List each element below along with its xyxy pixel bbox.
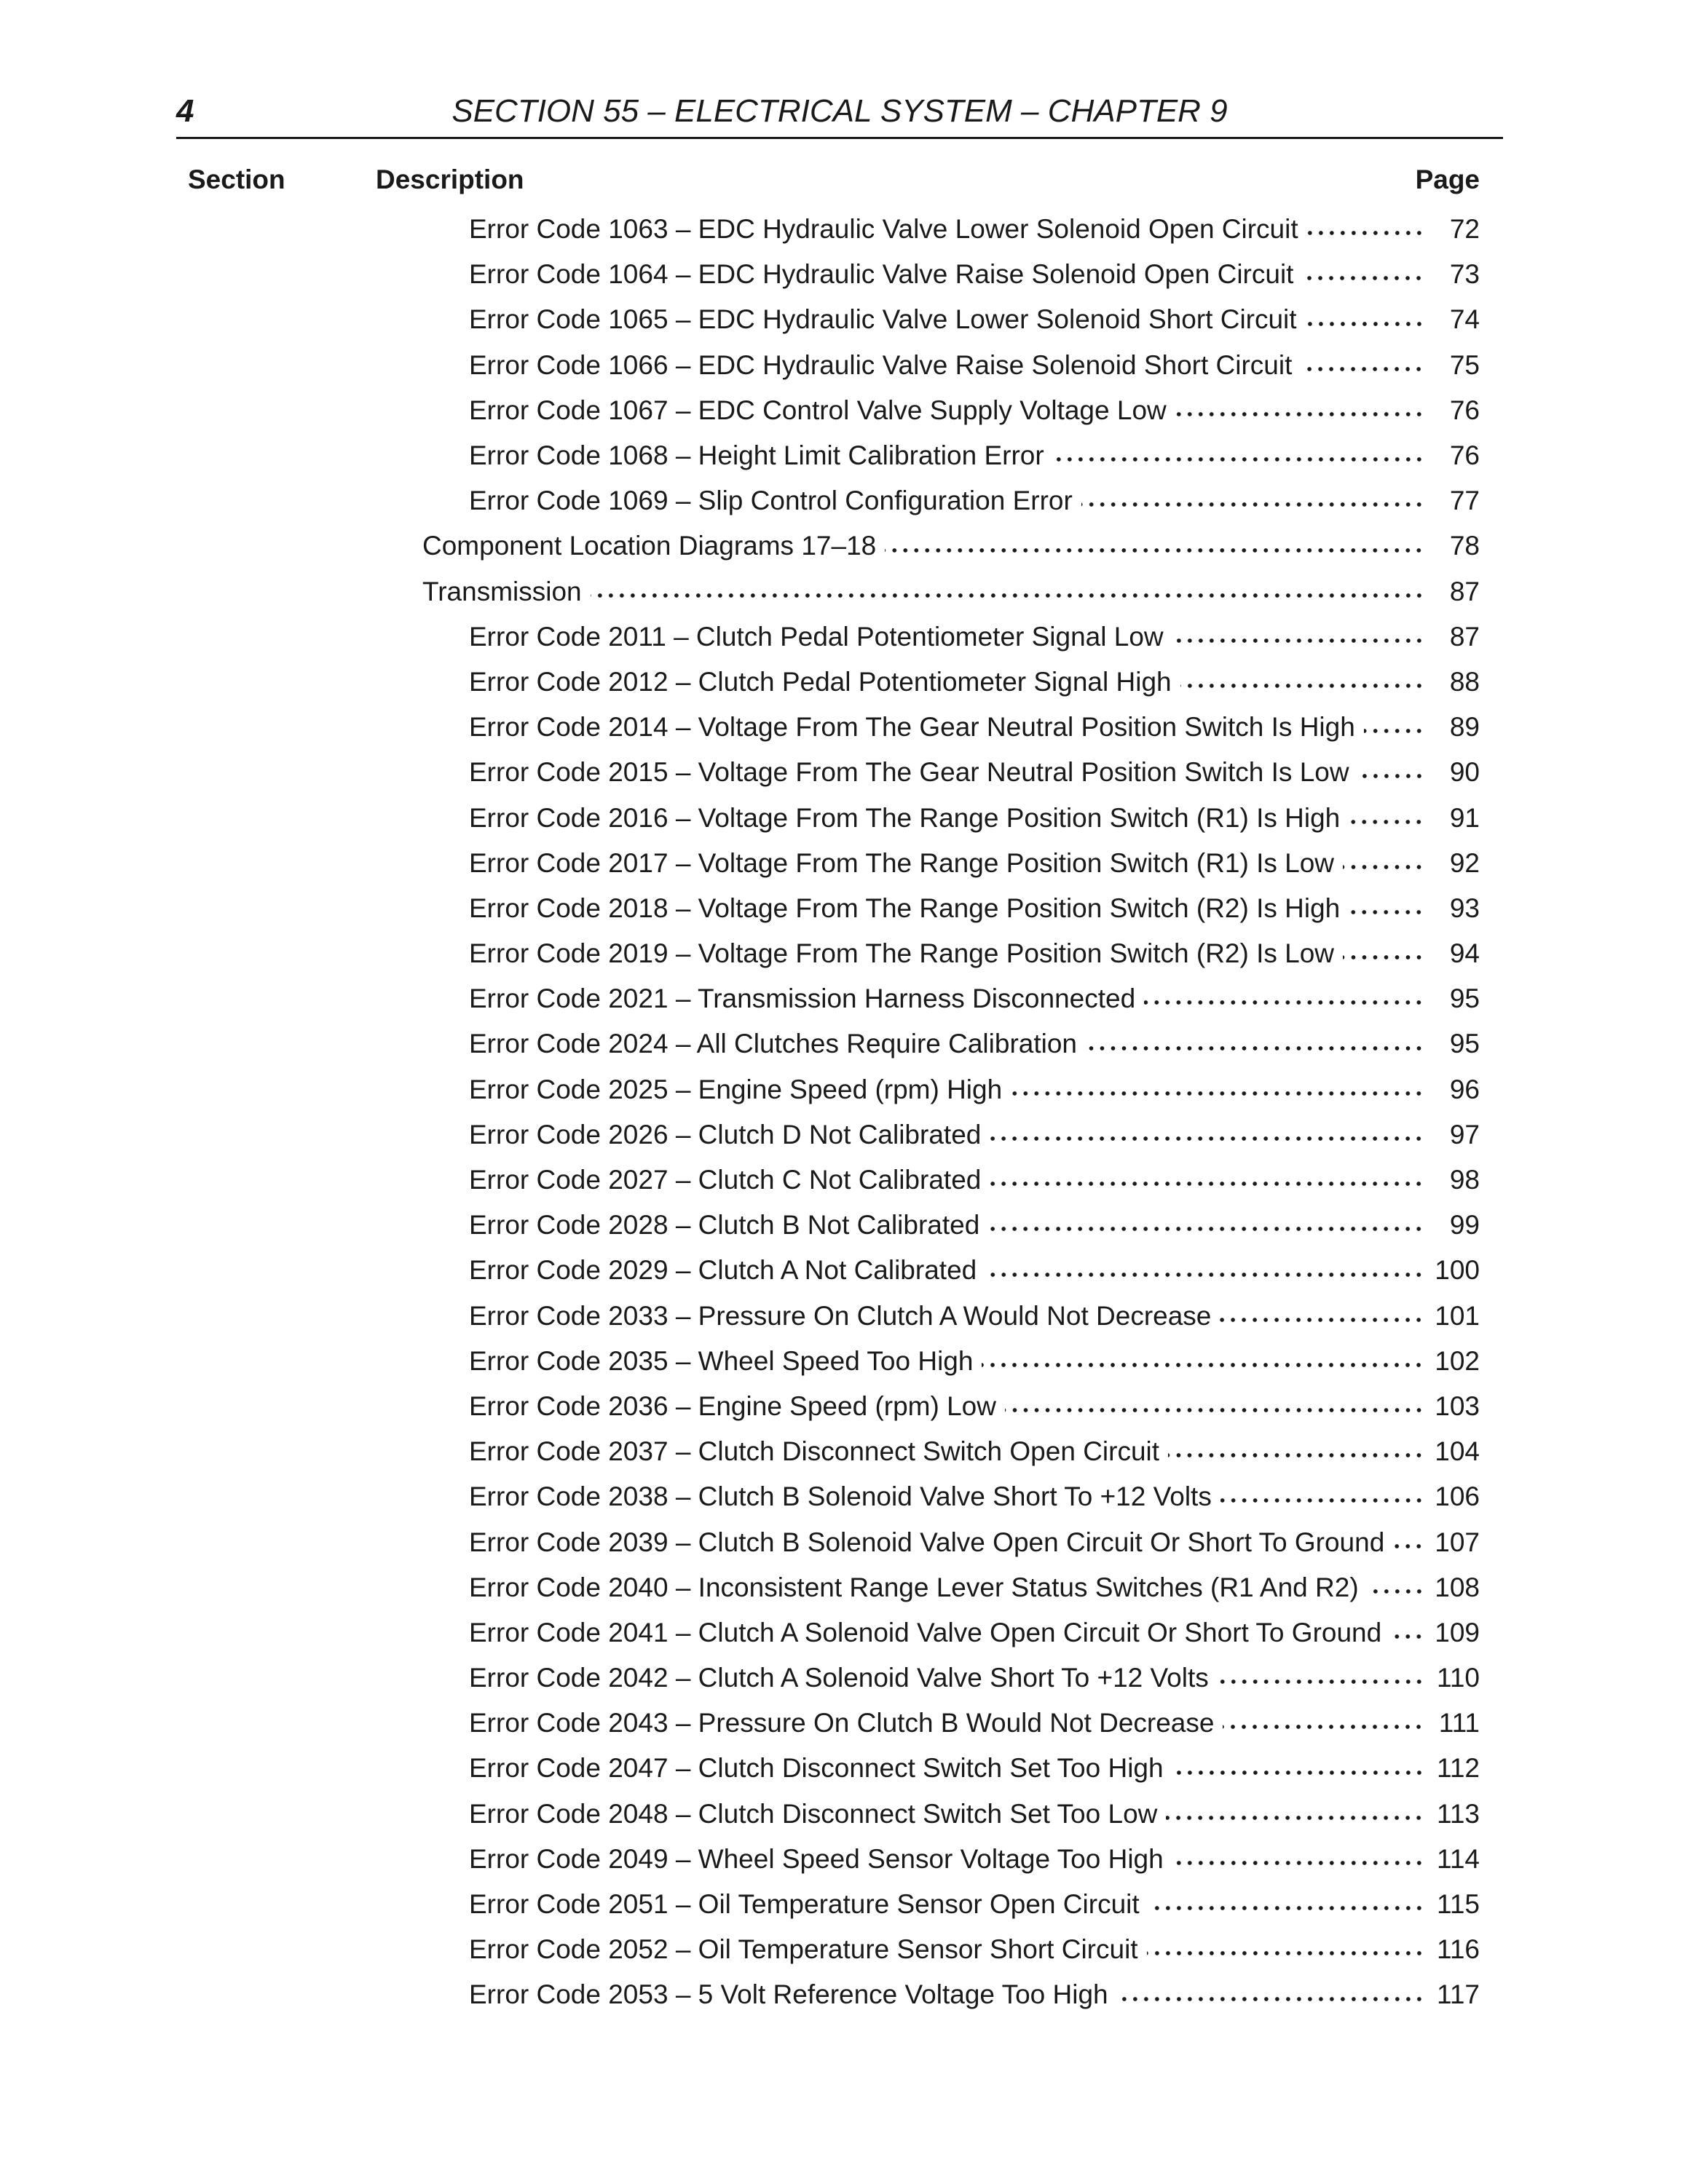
toc-entry-title: Error Code 2026 – Clutch D Not Calibrated — [469, 1119, 982, 1150]
toc-entry-page-number: 87 — [1449, 576, 1480, 606]
column-header-page: Page — [1415, 165, 1480, 194]
toc-entry[interactable] — [176, 1610, 1480, 1655]
toc-entry-page-number: 72 — [1449, 214, 1480, 245]
toc-entry-page-number: 113 — [1437, 1798, 1480, 1829]
toc-entry-page-number: 95 — [1449, 1029, 1480, 1059]
toc-entry-page-number: 76 — [1449, 440, 1480, 471]
toc-entry-page-number: 115 — [1437, 1889, 1480, 1920]
dot-leader — [1117, 1996, 1424, 2002]
dot-leader — [1172, 1860, 1424, 1866]
toc-entry-page-number: 77 — [1449, 486, 1480, 516]
toc-entry-title: Error Code 2042 – Clutch A Solenoid Valve Short To +12 Volts — [469, 1663, 1209, 1693]
toc-entry-title: Error Code 2033 – Pressure On Clutch A Would Not Decrease — [469, 1300, 1212, 1331]
toc-entry[interactable] — [176, 1158, 1480, 1203]
toc-entry-title: Error Code 2017 – Voltage From The Range Position Switch (R1) Is Low — [469, 847, 1335, 878]
toc-entry[interactable] — [176, 1339, 1480, 1384]
toc-entry[interactable] — [176, 614, 1480, 660]
running-title: SECTION 55 – ELECTRICAL SYSTEM – CHAPTER 9 — [451, 93, 1228, 129]
dot-leader — [1168, 1452, 1424, 1458]
dot-leader — [1220, 1497, 1424, 1503]
toc-entry-page-number: 110 — [1437, 1663, 1480, 1693]
toc-entry[interactable] — [176, 705, 1480, 750]
toc-entry-page-number: 103 — [1435, 1390, 1480, 1421]
toc-entry-page-number: 102 — [1435, 1345, 1480, 1376]
toc-entry-title: Error Code 2049 – Wheel Speed Sensor Voltage Too High — [469, 1843, 1164, 1874]
dot-leader — [1393, 1543, 1424, 1549]
toc-entry[interactable] — [176, 207, 1480, 252]
toc-entry-title: Error Code 2038 – Clutch B Solenoid Valve Short To +12 Volts — [469, 1481, 1212, 1512]
dot-leader — [591, 593, 1424, 598]
dot-leader — [1005, 1407, 1424, 1413]
toc-entry-title: Error Code 2043 – Pressure On Clutch B Would Not Decrease — [469, 1708, 1215, 1738]
toc-entry-title: Error Code 2036 – Engine Speed (rpm) Low — [469, 1390, 996, 1421]
dot-leader — [1358, 773, 1424, 779]
toc-entry-page-number: 76 — [1449, 395, 1480, 425]
toc-column-headers — [176, 162, 1480, 205]
dot-leader — [1166, 1815, 1424, 1821]
toc-entry[interactable] — [176, 1112, 1480, 1158]
toc-entry[interactable] — [176, 1519, 1480, 1564]
toc-entry-page-number: 91 — [1449, 802, 1480, 833]
toc-entry[interactable] — [176, 795, 1480, 840]
toc-list — [176, 207, 1480, 2018]
dot-leader — [1301, 366, 1424, 372]
toc-entry-page-number: 111 — [1438, 1708, 1480, 1738]
dot-leader — [1223, 1724, 1424, 1730]
toc-entry[interactable] — [176, 1384, 1480, 1429]
toc-entry[interactable] — [176, 1565, 1480, 1610]
toc-entry[interactable] — [176, 569, 1480, 614]
toc-entry-page-number: 106 — [1435, 1481, 1480, 1512]
toc-entry[interactable] — [176, 660, 1480, 705]
toc-entry-page-number: 88 — [1449, 666, 1480, 697]
toc-entry[interactable] — [176, 1474, 1480, 1519]
toc-entry-title: Error Code 2053 – 5 Volt Reference Voltage Too High — [469, 1979, 1108, 2010]
toc-entry-title: Error Code 1069 – Slip Control Configuration Error — [469, 486, 1073, 516]
dot-leader — [1390, 1634, 1424, 1639]
toc-entry-page-number: 73 — [1449, 259, 1480, 290]
toc-entry-title: Error Code 2025 – Engine Speed (rpm) High — [469, 1074, 1003, 1104]
toc-entry-title: Error Code 2028 – Clutch B Not Calibrated — [469, 1210, 980, 1241]
toc-entry[interactable] — [176, 750, 1480, 795]
dot-leader — [1180, 683, 1424, 689]
toc-entry[interactable] — [176, 1927, 1480, 1972]
dot-leader — [1349, 909, 1424, 915]
toc-entry-page-number: 112 — [1437, 1753, 1480, 1784]
dot-leader — [1148, 1905, 1424, 1911]
dot-leader — [982, 1362, 1424, 1368]
toc-entry-page-number: 109 — [1435, 1617, 1480, 1647]
toc-entry-title: Error Code 2051 – Oil Temperature Sensor Open Circuit — [469, 1889, 1140, 1920]
column-header-section: Section — [188, 165, 285, 194]
toc-entry[interactable] — [176, 1837, 1480, 1882]
toc-entry[interactable] — [176, 388, 1480, 433]
dot-leader — [1011, 1091, 1424, 1096]
toc-entry-page-number: 107 — [1435, 1527, 1480, 1557]
toc-entry-page-number: 96 — [1449, 1074, 1480, 1104]
toc-entry-title: Error Code 2012 – Clutch Pedal Potentiometer Signal High — [469, 666, 1172, 697]
toc-entry-title: Error Code 2039 – Clutch B Solenoid Valve Open Circuit Or Short To Ground — [469, 1527, 1385, 1557]
toc-entry-page-number: 94 — [1449, 938, 1480, 969]
toc-entry-title: Error Code 2016 – Voltage From The Range Position Switch (R1) Is High — [469, 802, 1341, 833]
toc-entry[interactable] — [176, 1972, 1480, 2017]
dot-leader — [1307, 230, 1424, 236]
toc-entry-page-number: 114 — [1437, 1843, 1480, 1874]
toc-entry[interactable] — [176, 1203, 1480, 1248]
toc-entry[interactable] — [176, 1792, 1480, 1837]
toc-entry-page-number: 116 — [1437, 1934, 1480, 1965]
toc-entry-title: Error Code 2040 – Inconsistent Range Lever Status Switches (R1 And R2) — [469, 1572, 1359, 1602]
toc-entry-page-number: 117 — [1437, 1979, 1480, 2010]
toc-entry-title: Error Code 2021 – Transmission Harness Disconnected — [469, 984, 1136, 1014]
toc-entry-page-number: 74 — [1449, 304, 1480, 335]
toc-entry-page-number: 108 — [1435, 1572, 1480, 1602]
toc-entry-title: Transmission — [422, 576, 582, 606]
dot-leader — [1302, 275, 1424, 281]
toc-entry-title: Error Code 2024 – All Clutches Require Calibration — [469, 1029, 1077, 1059]
toc-entry[interactable] — [176, 976, 1480, 1021]
dot-leader — [1147, 1950, 1424, 1956]
toc-entry-page-number: 78 — [1449, 531, 1480, 561]
toc-entry-page-number: 100 — [1435, 1255, 1480, 1286]
page-number: 4 — [176, 93, 194, 129]
toc-entry-title: Error Code 2027 – Clutch C Not Calibrated — [469, 1165, 982, 1195]
dot-leader — [1172, 1770, 1424, 1776]
toc-entry-title: Error Code 2052 – Oil Temperature Sensor Short Circuit — [469, 1934, 1138, 1965]
dot-leader — [885, 547, 1424, 553]
toc-entry-title: Error Code 2035 – Wheel Speed Too High — [469, 1345, 974, 1376]
toc-entry[interactable] — [176, 931, 1480, 976]
toc-entry-title: Error Code 2019 – Voltage From The Range Position Switch (R2) Is Low — [469, 938, 1335, 969]
toc-entry-page-number: 104 — [1435, 1436, 1480, 1467]
toc-entry-title: Error Code 2037 – Clutch Disconnect Switch Open Circuit — [469, 1436, 1160, 1467]
toc-entry[interactable] — [176, 1701, 1480, 1746]
toc-entry[interactable] — [176, 343, 1480, 388]
toc-entry[interactable] — [176, 523, 1480, 569]
dot-leader — [1343, 954, 1424, 960]
toc-entry-page-number: 90 — [1449, 757, 1480, 788]
dot-leader — [988, 1226, 1424, 1232]
dot-leader — [1175, 411, 1424, 417]
toc-entry-title: Error Code 2029 – Clutch A Not Calibrated — [469, 1255, 977, 1286]
toc-entry-page-number: 92 — [1449, 847, 1480, 878]
toc-entry[interactable] — [176, 433, 1480, 478]
toc-entry-title: Component Location Diagrams 17–18 — [422, 531, 877, 561]
toc-entry[interactable] — [176, 886, 1480, 931]
dot-leader — [990, 1136, 1424, 1142]
toc-entry[interactable] — [176, 1067, 1480, 1112]
toc-entry-title: Error Code 1064 – EDC Hydraulic Valve Raise Solenoid Open Circuit — [469, 259, 1294, 290]
toc-entry-title: Error Code 1063 – EDC Hydraulic Valve Lower Solenoid Open Circuit — [469, 214, 1298, 245]
toc-entry-title: Error Code 2018 – Voltage From The Range Position Switch (R2) Is High — [469, 893, 1341, 923]
toc-entry[interactable] — [176, 297, 1480, 342]
dot-leader — [985, 1272, 1424, 1278]
toc-entry-page-number: 95 — [1449, 984, 1480, 1014]
toc-entry-page-number: 75 — [1449, 349, 1480, 380]
toc-entry-title: Error Code 2014 – Voltage From The Gear Neutral Position Switch Is High — [469, 712, 1355, 743]
dot-leader — [1349, 819, 1424, 825]
toc-entry-page-number: 98 — [1449, 1165, 1480, 1195]
toc-entry[interactable] — [176, 478, 1480, 523]
toc-entry-page-number: 93 — [1449, 893, 1480, 923]
dot-leader — [1218, 1679, 1424, 1685]
dot-leader — [1368, 1588, 1424, 1594]
toc-entry[interactable] — [176, 1429, 1480, 1474]
toc-entry[interactable] — [176, 1655, 1480, 1701]
toc-entry-title: Error Code 1065 – EDC Hydraulic Valve Lower Solenoid Short Circuit — [469, 304, 1297, 335]
toc-entry[interactable] — [176, 1882, 1480, 1927]
dot-leader — [1343, 864, 1424, 870]
toc-entry-title: Error Code 1067 – EDC Control Valve Supply Voltage Low — [469, 395, 1167, 425]
dot-leader — [1220, 1317, 1424, 1323]
toc-entry-title: Error Code 2041 – Clutch A Solenoid Valve Open Circuit Or Short To Ground — [469, 1617, 1382, 1647]
toc-entry[interactable] — [176, 1294, 1480, 1339]
toc-entry-page-number: 89 — [1449, 712, 1480, 743]
toc-entry-title: Error Code 2015 – Voltage From The Gear Neutral Position Switch Is Low — [469, 757, 1349, 788]
toc-entry[interactable] — [176, 1021, 1480, 1067]
dot-leader — [1144, 1000, 1424, 1005]
toc-entry-title: Error Code 2011 – Clutch Pedal Potentiometer Signal Low — [469, 621, 1164, 652]
column-header-description: Description — [376, 165, 524, 194]
dot-leader — [1053, 456, 1424, 462]
toc-entry-page-number: 99 — [1449, 1210, 1480, 1241]
dot-leader — [1306, 321, 1424, 327]
toc-entry-page-number: 101 — [1435, 1300, 1480, 1331]
toc-entry-page-number: 97 — [1449, 1119, 1480, 1150]
toc-entry-title: Error Code 1068 – Height Limit Calibration Error — [469, 440, 1044, 471]
toc-entry-page-number: 87 — [1449, 621, 1480, 652]
toc-entry[interactable] — [176, 1248, 1480, 1293]
dot-leader — [1172, 638, 1424, 644]
toc-entry-title: Error Code 2048 – Clutch Disconnect Switch Set Too Low — [469, 1798, 1158, 1829]
page-header — [176, 90, 1503, 139]
toc-entry[interactable] — [176, 841, 1480, 886]
dot-leader — [1364, 728, 1424, 734]
toc-entry[interactable] — [176, 1746, 1480, 1791]
toc-entry[interactable] — [176, 252, 1480, 297]
dot-leader — [1086, 1045, 1424, 1051]
dot-leader — [990, 1181, 1424, 1187]
toc-entry-title: Error Code 2047 – Clutch Disconnect Switch Set Too High — [469, 1753, 1164, 1784]
toc-entry-title: Error Code 1066 – EDC Hydraulic Valve Raise Solenoid Short Circuit — [469, 349, 1293, 380]
dot-leader — [1081, 502, 1424, 507]
